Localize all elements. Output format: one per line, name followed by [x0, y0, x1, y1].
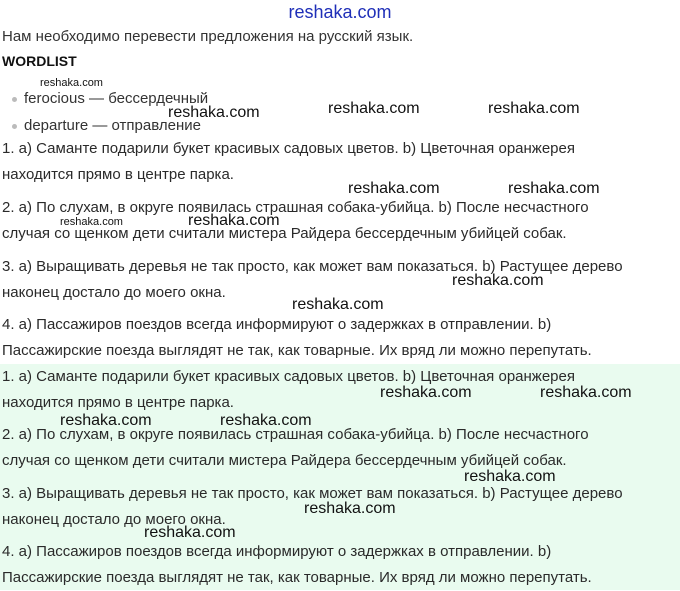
watermark: reshaka.com	[540, 384, 632, 401]
sentence-4	[2, 312, 672, 364]
sentence-line: случая со щенком дети считали мистера Райдера бессердечным убийцей собак.	[2, 225, 567, 242]
watermark: reshaka.com	[188, 212, 280, 229]
intro-text: Нам необходимо перевести предложения на русский язык.	[2, 28, 414, 45]
watermark: reshaka.com	[380, 384, 472, 401]
answer-line: 4. а) Пассажиров поездов всегда информируют о задержках в отправлении. b)	[2, 543, 552, 560]
site-logo[interactable]: reshaka.com	[288, 2, 392, 22]
answer-4	[2, 539, 672, 591]
watermark: reshaka.com	[168, 104, 260, 121]
watermark: reshaka.com	[292, 296, 384, 313]
wordlist-item-text: departure — отправление	[24, 117, 201, 134]
watermark: reshaka.com	[60, 216, 123, 228]
answer-line: 3. а) Выращивать деревья не так просто, как может вам показаться. b) Растущее дерево	[2, 485, 623, 502]
watermark: reshaka.com	[452, 272, 544, 289]
bullet-icon	[12, 124, 17, 129]
answer-line: 2. а) По слухам, в округе появилась страшная собака-убийца. b) После несчастного	[2, 426, 589, 443]
watermark: reshaka.com	[220, 412, 312, 429]
watermark: reshaka.com	[328, 100, 420, 117]
bullet-icon	[12, 97, 17, 102]
watermark: reshaka.com	[464, 468, 556, 485]
sentence-line: 3. а) Выращивать деревья не так просто, как может вам показаться. b) Растущее дерево	[2, 258, 623, 275]
wordlist-item-text: ferocious — бессердечный	[24, 90, 209, 107]
sentence-line: 4. а) Пассажиров поездов всегда информируют о задержках в отправлении. b)	[2, 316, 552, 333]
sentence-line: наконец достало до моего окна.	[2, 284, 226, 301]
answer-line: 1. а) Саманте подарили букет красивых садовых цветов. b) Цветочная оранжерея	[2, 368, 575, 385]
sentence-line: Пассажирские поезда выглядят не так, как товарные. Их вряд ли можно перепутать.	[2, 342, 592, 359]
watermark: reshaka.com	[508, 180, 600, 197]
sentence-line: находится прямо в центре парка.	[2, 166, 234, 183]
watermark: reshaka.com	[144, 524, 236, 541]
watermark: reshaka.com	[348, 180, 440, 197]
answer-line: находится прямо в центре парка.	[2, 394, 234, 411]
watermark: reshaka.com	[60, 412, 152, 429]
answer-line: случая со щенком дети считали мистера Райдера бессердечным убийцей собак.	[2, 452, 567, 469]
answer-line: наконец достало до моего окна.	[2, 511, 226, 528]
watermark: reshaka.com	[488, 100, 580, 117]
watermark: reshaka.com	[40, 77, 103, 89]
question-block	[0, 136, 680, 364]
sentence-line: 2. а) По слухам, в округе появилась страшная собака-убийца. b) После несчастного	[2, 199, 589, 216]
watermark: reshaka.com	[304, 500, 396, 517]
answer-line: Пассажирские поезда выглядят не так, как товарные. Их вряд ли можно перепутать.	[2, 569, 592, 586]
sentence-line: 1. а) Саманте подарили букет красивых садовых цветов. b) Цветочная оранжерея	[2, 140, 575, 157]
wordlist-title: WORDLIST	[2, 53, 77, 69]
